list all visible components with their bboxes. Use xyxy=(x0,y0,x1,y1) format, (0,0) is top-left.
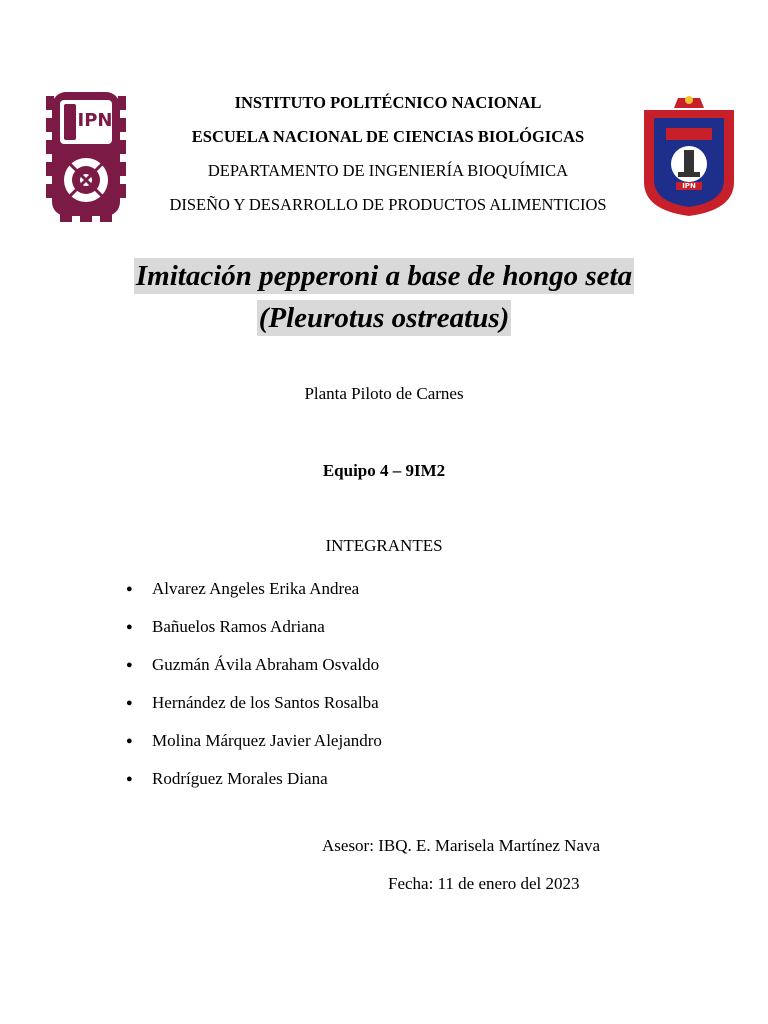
plant-name: Planta Piloto de Carnes xyxy=(304,384,464,403)
list-item xyxy=(118,684,518,722)
member-name: Bañuelos Ramos Adriana xyxy=(152,617,325,636)
members-list xyxy=(118,570,518,798)
title-line-2: (Pleurotus ostreatus) xyxy=(258,302,510,334)
members-heading: INTEGRANTES xyxy=(325,536,443,555)
header xyxy=(130,86,646,222)
member-name: Molina Márquez Javier Alejandro xyxy=(152,731,382,750)
ipn-logo-text: IPN xyxy=(77,110,113,131)
course-name: DISEÑO Y DESARROLLO DE PRODUCTOS ALIMENTICIOS xyxy=(169,195,607,214)
bullet-icon: ● xyxy=(126,659,133,671)
member-name: Alvarez Angeles Erika Andrea xyxy=(152,579,360,598)
list-item xyxy=(118,646,518,684)
encb-logo xyxy=(638,92,740,218)
list-item xyxy=(118,570,518,608)
bullet-icon: ● xyxy=(126,773,133,785)
document-title xyxy=(0,258,768,342)
institution-name: INSTITUTO POLITÉCNICO NACIONAL xyxy=(234,93,542,112)
advisor-line: Asesor: IBQ. E. Marisela Martínez Nava xyxy=(322,836,601,855)
school-name: ESCUELA NACIONAL DE CIENCIAS BIOLÓGICAS xyxy=(191,127,585,146)
bullet-icon: ● xyxy=(126,583,133,595)
ipn-logo xyxy=(40,88,132,226)
member-name: Rodríguez Morales Diana xyxy=(152,769,328,788)
encb-logo-inner-text: IPN xyxy=(682,182,696,190)
list-item xyxy=(118,722,518,760)
member-name: Hernández de los Santos Rosalba xyxy=(152,693,379,712)
list-item xyxy=(118,760,518,798)
date-line: Fecha: 11 de enero del 2023 xyxy=(388,874,580,893)
team-label: Equipo 4 – 9IM2 xyxy=(322,461,446,480)
title-line-1: Imitación pepperoni a base de hongo seta xyxy=(135,260,633,292)
list-item xyxy=(118,608,518,646)
department-name: DEPARTAMENTO DE INGENIERÍA BIOQUÍMICA xyxy=(207,161,569,180)
bullet-icon: ● xyxy=(126,697,133,709)
member-name: Guzmán Ávila Abraham Osvaldo xyxy=(152,655,380,674)
bullet-icon: ● xyxy=(126,621,133,633)
bullet-icon: ● xyxy=(126,735,133,747)
